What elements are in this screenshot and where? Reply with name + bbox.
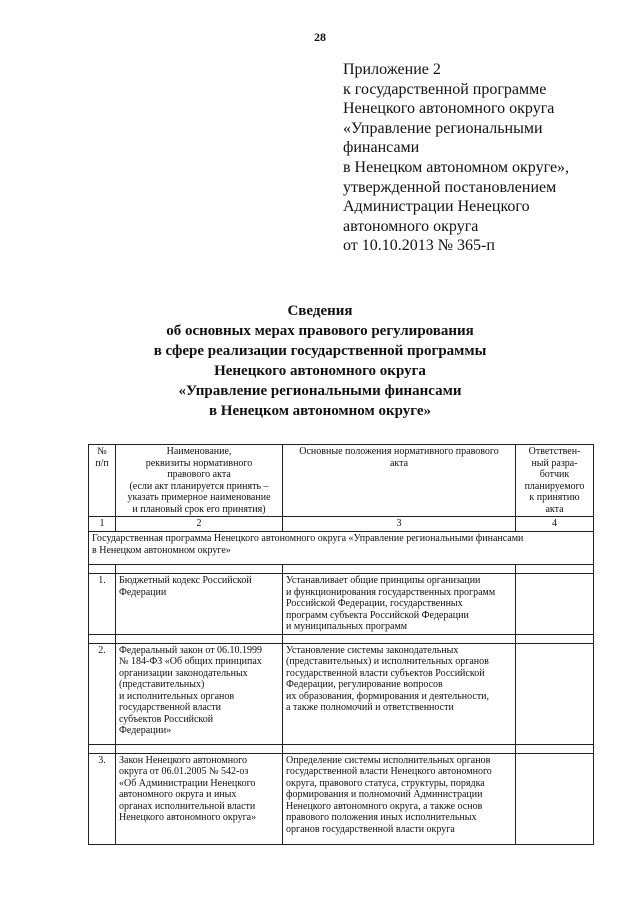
appendix-line: к государственной программе <box>343 80 547 98</box>
column-number: 2 <box>116 517 283 532</box>
program-row <box>89 532 594 565</box>
spacer-cell <box>89 744 116 753</box>
row-number: 1. <box>89 574 116 635</box>
column-number: 4 <box>516 517 594 532</box>
appendix-line: Приложение 2 <box>343 61 441 78</box>
spacer-cell <box>516 634 594 643</box>
spacer-cell <box>516 565 594 574</box>
appendix-line: утвержденной постановлением <box>343 178 557 196</box>
spacer-cell <box>89 634 116 643</box>
column-number: 1 <box>89 517 116 532</box>
title-line: Сведения <box>287 303 353 319</box>
appendix-line: Администрации Ненецкого <box>343 198 530 216</box>
appendix-line: от 10.10.2013 № 365-п <box>343 237 495 255</box>
appendix-line: в Ненецком автономном округе», <box>343 158 570 176</box>
row-number: 3. <box>89 753 116 844</box>
header-number: № п/п <box>89 445 116 517</box>
row-responsible <box>516 753 594 844</box>
row-act-name: Федеральный закон от 06.10.1999 № 184-ФЗ «Об общих принципах организации законодательных (представительных) и исполнительных органов государственной власти субъектов Российской Федерации» <box>116 643 283 744</box>
spacer-row <box>89 744 594 753</box>
spacer-cell <box>116 634 283 643</box>
spacer-cell <box>116 565 283 574</box>
row-act-name: Бюджетный кодекс Российской Федерации <box>116 574 283 635</box>
program-title-cell: Государственная программа Ненецкого автономного округа «Управление региональными финансами в Ненецком автономном округе» <box>89 532 594 565</box>
row-provisions: Установление системы законодательных (представительных) и исполнительных органов государственной власти субъектов Российской Федерации, регулирование вопросов их образования, формирования и деятельности, а также полномочий и ответственности <box>283 643 516 744</box>
header-name: Наименование, реквизиты нормативного правового акта (если акт планируется принять – указать примерное наименование и плановый срок его принятия) <box>116 445 283 517</box>
measures-table <box>88 444 594 845</box>
header-provisions: Основные положения нормативного правового акта <box>283 445 516 517</box>
appendix-line: «Управление региональными <box>343 119 543 137</box>
appendix-line: автономного округа <box>343 217 479 235</box>
column-number: 3 <box>283 517 516 532</box>
table-row <box>89 753 594 844</box>
title-line: об основных мерах правового регулирования <box>166 323 474 339</box>
spacer-row <box>89 634 594 643</box>
row-act-name: Закон Ненецкого автономного округа от 06.01.2005 № 542-оз «Об Администрации Ненецкого автономного округа и иных органах исполнительной власти Ненецкого автономного округа» <box>116 753 283 844</box>
spacer-cell <box>116 744 283 753</box>
spacer-cell <box>283 565 516 574</box>
title-line: в сфере реализации государственной программы <box>153 343 487 359</box>
spacer-cell <box>516 744 594 753</box>
title-line: «Управление региональными финансами <box>178 383 462 399</box>
row-provisions: Устанавливает общие принципы организации и функционирования государственных программ Российской Федерации, государственных программ субъекта Российской Федерации и муниципальных программ <box>283 574 516 635</box>
header-responsible: Ответствен- ный разра- ботчик планируемого к принятию акта <box>516 445 594 517</box>
spacer-cell <box>283 744 516 753</box>
row-responsible <box>516 574 594 635</box>
appendix-block <box>343 60 603 256</box>
row-responsible <box>516 643 594 744</box>
table-header-row <box>89 445 594 517</box>
table-row <box>89 574 594 635</box>
column-numbers-row <box>89 517 594 532</box>
title-line: Ненецкого автономного округа <box>214 363 426 379</box>
spacer-cell <box>89 565 116 574</box>
table-row <box>89 643 594 744</box>
title-line: в Ненецком автономном округе» <box>208 403 432 419</box>
row-number: 2. <box>89 643 116 744</box>
row-provisions: Определение системы исполнительных органов государственной власти Ненецкого автономного округа, правового статуса, структуры, порядка формирования и полномочий Администрации Ненецкого автономного округа, а также основ правового положения иных исполнительных органов государственной власти округа <box>283 753 516 844</box>
document-title <box>0 301 640 421</box>
spacer-cell <box>283 634 516 643</box>
appendix-line: финансами <box>343 139 420 157</box>
spacer-row <box>89 565 594 574</box>
appendix-line: Ненецкого автономного округа <box>343 100 555 118</box>
page-number: 28 <box>314 30 326 44</box>
